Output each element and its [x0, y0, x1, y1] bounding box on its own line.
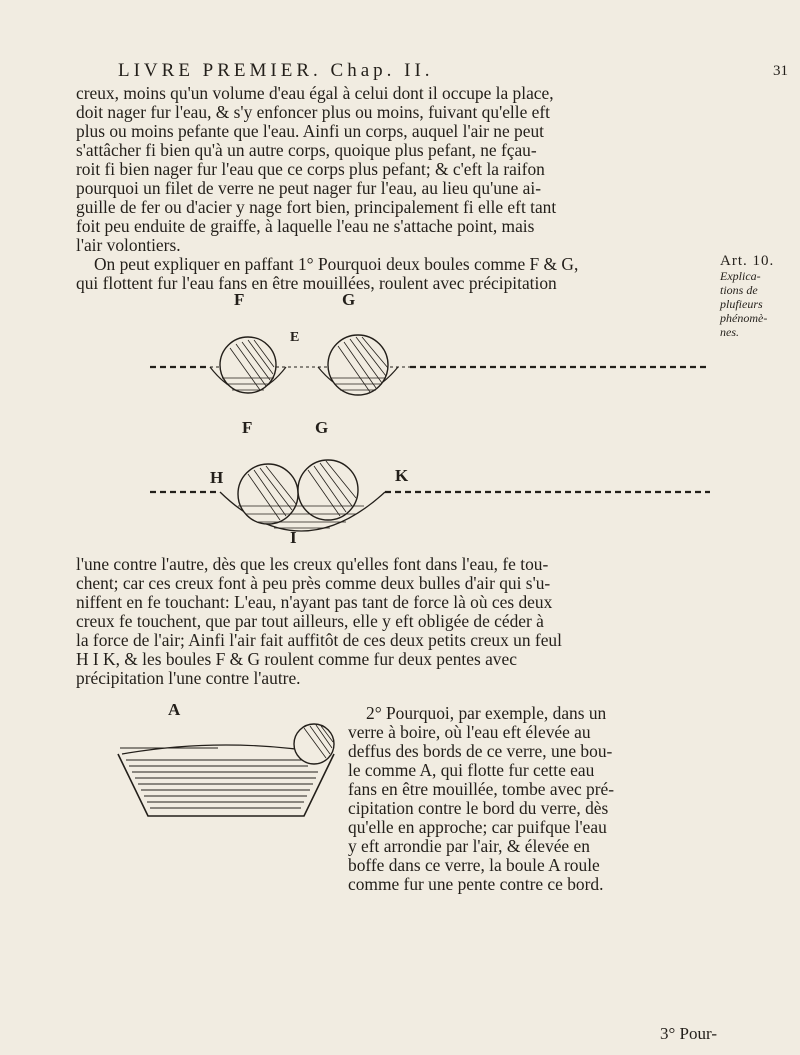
text-line: cipitation contre le bord du verre, dès [348, 798, 609, 818]
margin-line: plufieurs [720, 297, 763, 311]
catchword: 3° Pour- [660, 1024, 717, 1043]
text-line: deffus des bords de ce verre, une bou- [348, 741, 613, 761]
text-line: guille de fer ou d'acier y nage fort bien, principalement fi elle eft tant [76, 197, 557, 217]
margin-note [720, 254, 795, 339]
text-line: comme fur une pente contre ce bord. [348, 874, 604, 894]
figure-3-label-A: A [168, 700, 181, 719]
text-line: précipitation l'une contre l'autre. [76, 668, 301, 688]
text-line: boffe dans ce verre, la boule A roule [348, 855, 600, 875]
running-header [118, 60, 798, 82]
figure-1-label-F: F [234, 290, 245, 309]
text-line: doit nager fur l'eau, & s'y enfoncer plus ou moins, fuivant qu'elle eft [76, 102, 550, 122]
figure-2-drawing [150, 440, 710, 552]
figure-2-label-F: F [242, 418, 253, 437]
text-line: creux, moins qu'un volume d'eau égal à celui dont il occupe la place, [76, 83, 554, 103]
figure-1-drawing [150, 318, 710, 418]
figure-glass-with-ball [108, 700, 348, 826]
paragraph-3 [76, 555, 716, 688]
figure-two-balls-joined [150, 418, 710, 552]
figure-1-label-E: E [290, 330, 300, 345]
text-line: chent; car ces creux font à peu près comme deux bulles d'air qui s'u- [76, 573, 551, 593]
text-line: pourquoi un filet de verre ne peut nager fur l'eau, au lieu qu'une ai- [76, 178, 542, 198]
margin-line: nes. [720, 325, 739, 339]
text-line: le comme A, qui flotte fur cette eau [348, 760, 595, 780]
figure-2-label-I: I [290, 528, 297, 547]
paragraph-4 [348, 704, 716, 894]
text-line: qui flottent fur l'eau fans en être mouillées, roulent avec précipitation [76, 273, 557, 293]
text-line: s'attâcher fi bien qu'à un autre corps, quoique plus pefant, ne fçau- [76, 140, 537, 160]
figure-two-balls-separate [150, 290, 710, 418]
text-line: foit peu enduite de graiffe, à laquelle l'eau ne s'attache point, mais [76, 216, 535, 236]
text-line: roit fi bien nager fur l'eau que ce corps plus pefant; & c'eft la raifon [76, 159, 545, 179]
margin-line: tions de [720, 283, 758, 297]
page-number: 31 [773, 63, 788, 79]
paragraph-1 [76, 84, 716, 293]
figure-2-label-H: H [210, 468, 224, 487]
text-line: la force de l'air; Ainfi l'air fait auffitôt de ces deux petits creux un feul [76, 630, 562, 650]
text-line: creux fe touchent, que par tout ailleurs, elle y eft obligée de céder à [76, 611, 544, 631]
text-line: verre à boire, où l'eau eft élevée au [348, 722, 591, 742]
text-line: fans en être mouillée, tombe avec pré- [348, 779, 615, 799]
figure-1-label-G: G [342, 290, 356, 309]
text-line: qu'elle en approche; car puifque l'eau [348, 817, 607, 837]
running-title: LIVRE PREMIER. Chap. II. [118, 60, 434, 81]
text-line: plus ou moins pefante que l'eau. Ainfi un corps, auquel l'air ne peut [76, 121, 544, 141]
text-line: l'air volontiers. [76, 235, 181, 255]
text-line: l'une contre l'autre, dès que les creux qu'elles font dans l'eau, fe tou- [76, 554, 549, 574]
text-line: On peut expliquer en paffant 1° Pourquoi deux boules comme F & G, [94, 254, 579, 274]
figure-2-label-K: K [395, 466, 409, 485]
figure-3-drawing [108, 716, 348, 826]
text-line: H I K, & les boules F & G roulent comme fur deux pentes avec [76, 649, 517, 669]
text-line: 2° Pourquoi, par exemple, dans un [366, 703, 607, 723]
margin-line: Explica- [720, 269, 761, 283]
text-line: niffent en fe touchant: L'eau, n'ayant pas tant de force là où ces deux [76, 592, 553, 612]
article-number: Art. 10. [720, 253, 775, 269]
margin-line: phénomè- [720, 311, 768, 325]
text-line: y eft arrondie par l'air, & élevée en [348, 836, 590, 856]
figure-2-label-G: G [315, 418, 329, 437]
